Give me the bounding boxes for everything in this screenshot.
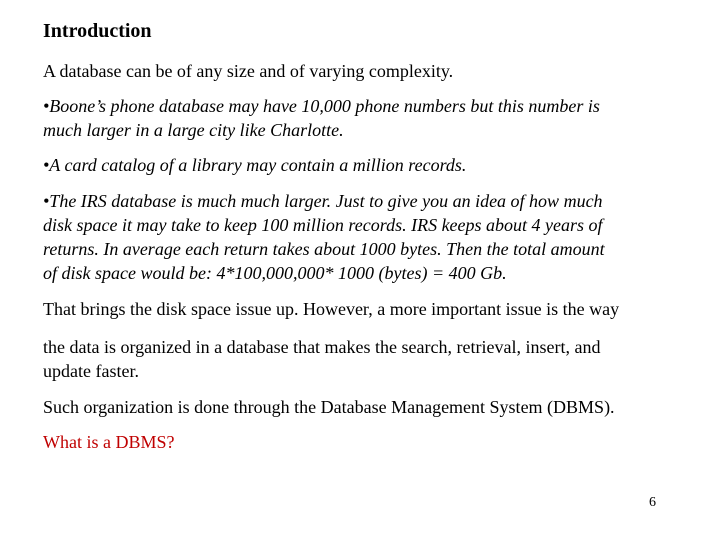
intro-text: A database can be of any size and of varying complexity. [43,61,454,81]
what-is-dbms-question: What is a DBMS? [43,432,175,452]
dbms-organization-text: Such organization is done through the Database Management System (DBMS). [43,397,615,417]
bullet-irs-line-4: of disk space would be: 4*100,000,000* 1000 (bytes) = 400 Gb. [43,263,507,283]
disk-space-para-line-2: the data is organized in a database that makes the search, retrieval, insert, and [43,337,601,357]
bullet-boone-line-1: •Boone’s phone database may have 10,000 phone numbers but this number is [43,96,600,116]
bullet-irs-line-2: disk space it may take to keep 100 million records. IRS keeps about 4 years of [43,215,603,235]
bullet-card-catalog: •A card catalog of a library may contain a million records. [43,155,467,175]
disk-space-para-line-1: That brings the disk space issue up. However, a more important issue is the way [43,299,620,319]
slide-title: Introduction [43,20,152,42]
disk-space-para-line-3: update faster. [43,361,139,381]
bullet-boone-line-2: much larger in a large city like Charlotte. [43,120,344,140]
page-number: 6 [649,495,656,510]
bullet-irs-line-1: •The IRS database is much much larger. Just to give you an idea of how much [43,191,603,211]
bullet-irs-line-3: returns. In average each return takes about 1000 bytes. Then the total amount [43,239,605,259]
